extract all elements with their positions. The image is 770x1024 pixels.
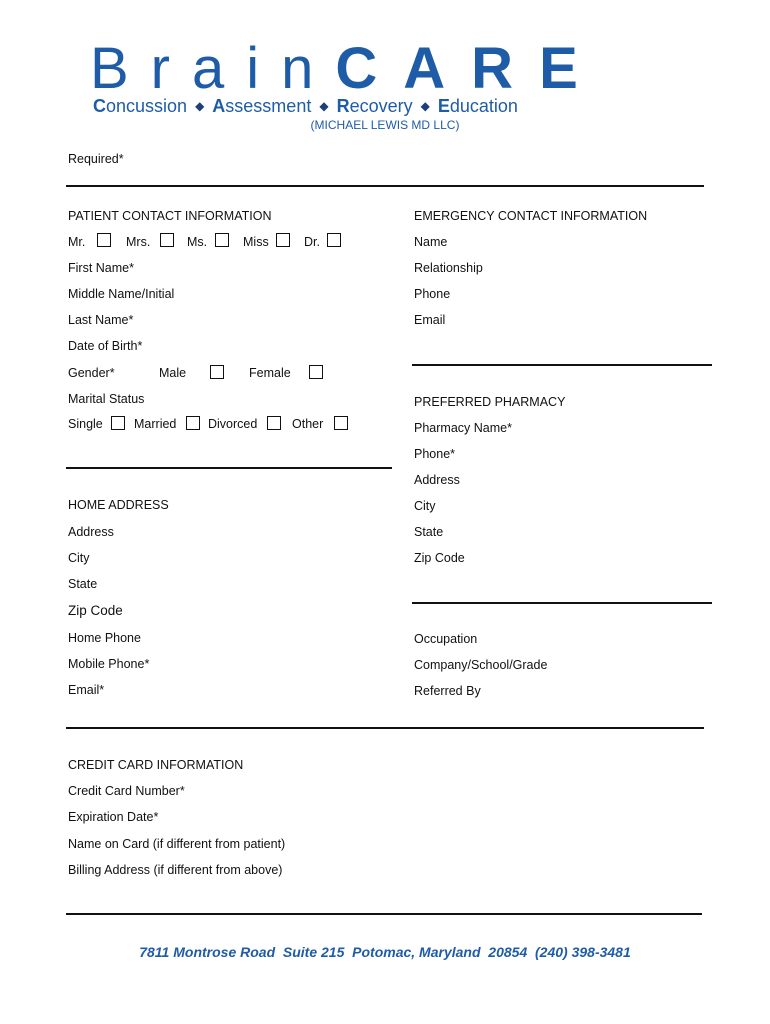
mobile-phone-label: Mobile Phone* [68, 657, 150, 671]
emergency-email-label: Email [414, 313, 446, 327]
emergency-phone-label: Phone [414, 287, 451, 301]
divider [66, 913, 702, 915]
divider [66, 727, 704, 729]
home-email-label: Email* [68, 683, 105, 697]
pharmacy-name-label: Pharmacy Name* [414, 421, 512, 435]
home-state-label: State [68, 577, 98, 591]
marital-married-checkbox[interactable] [186, 416, 200, 430]
logo-tagline [93, 95, 518, 117]
diamond-icon: ◆ [319, 99, 329, 113]
marital-other-checkbox[interactable] [334, 416, 348, 430]
marital-married-label: Married [134, 417, 177, 431]
title-miss-label: Miss [243, 235, 269, 249]
middle-name-label: Middle Name/Initial [68, 287, 175, 301]
billing-address-label: Billing Address (if different from above) [68, 863, 283, 877]
divider [412, 364, 712, 366]
tagline-word: oncussion [106, 96, 188, 116]
tagline-word-cap: C [93, 96, 106, 116]
marital-divorced-checkbox[interactable] [267, 416, 281, 430]
tagline-word: ssessment [225, 96, 312, 116]
title-dr-checkbox[interactable] [327, 233, 341, 247]
patient-section-heading: PATIENT CONTACT INFORMATION [68, 209, 272, 223]
divider [66, 467, 392, 469]
tagline-word: ducation [449, 96, 518, 116]
expiration-label: Expiration Date* [68, 810, 159, 824]
dob-label: Date of Birth* [68, 339, 143, 353]
marital-status-label: Marital Status [68, 392, 145, 406]
tagline-word-cap: A [212, 96, 226, 116]
marital-other-label: Other [292, 417, 324, 431]
last-name-label: Last Name* [68, 313, 134, 327]
tagline-word: ecovery [349, 96, 413, 116]
diamond-icon: ◆ [195, 99, 205, 113]
marital-single-label: Single [68, 417, 103, 431]
gender-male-label: Male [159, 366, 187, 380]
card-number-label: Credit Card Number* [68, 784, 185, 798]
brand-logo [90, 36, 604, 102]
emergency-relationship-label: Relationship [414, 261, 483, 275]
logo-brain: Brain [90, 36, 336, 101]
pharmacy-address-label: Address [414, 473, 460, 487]
name-on-card-label: Name on Card (if different from patient) [68, 837, 286, 851]
logo-care: CARE [335, 36, 604, 101]
pharmacy-state-label: State [414, 525, 444, 539]
tagline-word-cap: R [336, 96, 350, 116]
gender-female-label: Female [249, 366, 291, 380]
occupation-label: Occupation [414, 632, 478, 646]
title-mr-label: Mr. [68, 235, 86, 249]
diamond-icon: ◆ [420, 99, 430, 113]
pharmacy-city-label: City [414, 499, 436, 513]
marital-divorced-label: Divorced [208, 417, 258, 431]
title-mr-checkbox[interactable] [97, 233, 111, 247]
divider [66, 185, 704, 187]
title-ms-checkbox[interactable] [215, 233, 229, 247]
home-phone-label: Home Phone [68, 631, 141, 645]
title-dr-label: Dr. [304, 235, 320, 249]
gender-female-checkbox[interactable] [309, 365, 323, 379]
gender-male-checkbox[interactable] [210, 365, 224, 379]
first-name-label: First Name* [68, 261, 134, 275]
emergency-section-heading: EMERGENCY CONTACT INFORMATION [414, 209, 648, 223]
required-note: Required* [68, 152, 124, 166]
home-city-label: City [68, 551, 90, 565]
pharmacy-section-heading: PREFERRED PHARMACY [414, 395, 566, 409]
title-miss-checkbox[interactable] [276, 233, 290, 247]
home-zip-label: Zip Code [68, 603, 123, 618]
home-section-heading: HOME ADDRESS [68, 498, 169, 512]
divider [412, 602, 712, 604]
home-address-label: Address [68, 525, 114, 539]
title-mrs-label: Mrs. [126, 235, 151, 249]
marital-single-checkbox[interactable] [111, 416, 125, 430]
pharmacy-phone-label: Phone* [414, 447, 456, 461]
pharmacy-zip-label: Zip Code [414, 551, 465, 565]
organization-name: (MICHAEL LEWIS MD LLC) [310, 118, 460, 132]
referred-by-label: Referred By [414, 684, 481, 698]
credit-section-heading: CREDIT CARD INFORMATION [68, 758, 244, 772]
tagline-word-cap: E [437, 96, 450, 116]
company-label: Company/School/Grade [414, 658, 548, 672]
emergency-name-label: Name [414, 235, 448, 249]
title-ms-label: Ms. [187, 235, 208, 249]
gender-label: Gender* [68, 366, 115, 380]
footer-address: 7811 Montrose Road Suite 215 Potomac, Maryland 20854 (240) 398-3481 [139, 944, 631, 960]
title-mrs-checkbox[interactable] [160, 233, 174, 247]
